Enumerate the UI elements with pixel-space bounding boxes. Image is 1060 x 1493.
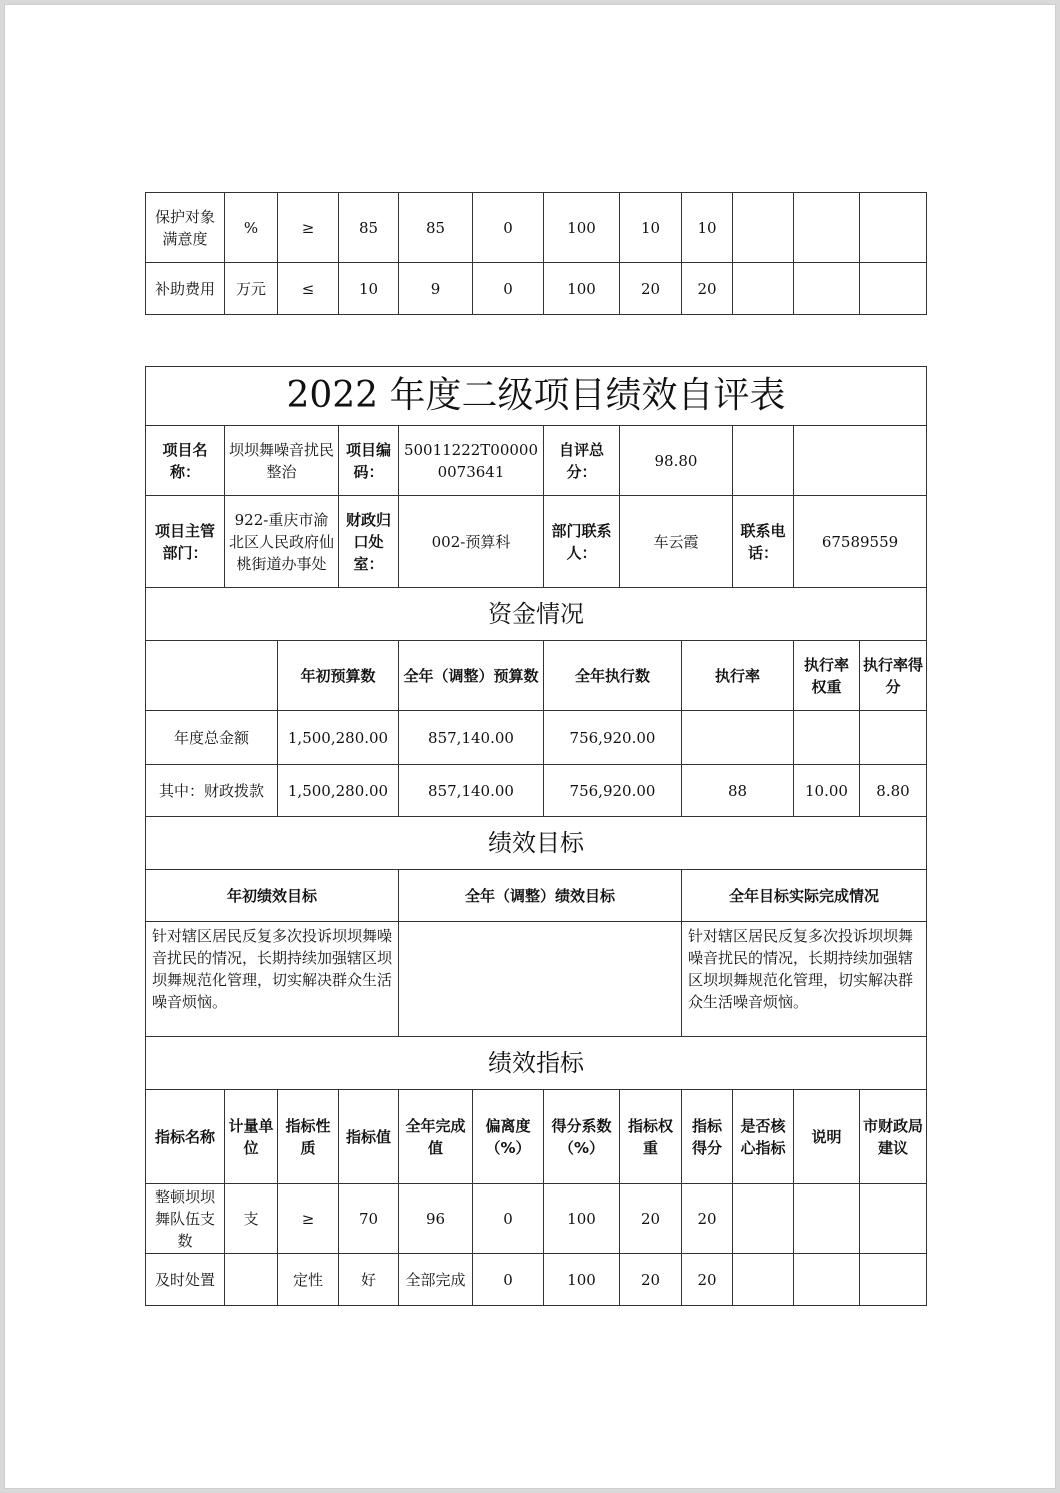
indicator-deviation-header: 偏离度（%） bbox=[473, 1090, 544, 1184]
funds-initial: 1,500,280.00 bbox=[278, 711, 399, 765]
indicator-deviation: 0 bbox=[473, 1184, 544, 1254]
form-title: 2022 年度二级项目绩效自评表 bbox=[146, 367, 927, 426]
goals-section-title: 绩效目标 bbox=[146, 817, 927, 870]
indicator-score: 20 bbox=[682, 263, 733, 315]
project-info-row bbox=[146, 426, 927, 496]
indicator-weight: 10 bbox=[620, 193, 682, 263]
indicator-score-header: 指标得分 bbox=[682, 1090, 733, 1184]
executed-header: 全年执行数 bbox=[544, 641, 682, 711]
indicator-deviation: 0 bbox=[473, 193, 544, 263]
phone-value: 67589559 bbox=[794, 496, 927, 588]
indicator-name: 补助费用 bbox=[146, 263, 225, 315]
indicator-core bbox=[733, 1184, 794, 1254]
indicator-advice-header: 市财政局建议 bbox=[860, 1090, 927, 1184]
empty-cell bbox=[733, 426, 794, 496]
indicator-coef: 100 bbox=[544, 193, 620, 263]
table-row bbox=[146, 263, 927, 315]
indicator-deviation: 0 bbox=[473, 1254, 544, 1306]
funds-header-row bbox=[146, 641, 927, 711]
indicator-deviation: 0 bbox=[473, 263, 544, 315]
initial-goal-header: 年初绩效目标 bbox=[146, 870, 399, 922]
funds-adjusted: 857,140.00 bbox=[399, 765, 544, 817]
funds-executed: 756,920.00 bbox=[544, 711, 682, 765]
table-row bbox=[146, 711, 927, 765]
indicator-weight: 20 bbox=[620, 1184, 682, 1254]
indicator-actual: 96 bbox=[399, 1184, 473, 1254]
project-code-label: 项目编码： bbox=[339, 426, 399, 496]
initial-budget-header: 年初预算数 bbox=[278, 641, 399, 711]
department-label: 项目主管部门： bbox=[146, 496, 225, 588]
funds-rate-score bbox=[860, 711, 927, 765]
carryover-indicator-table bbox=[145, 192, 927, 315]
goals-content-row bbox=[146, 922, 927, 1037]
adjusted-budget-header: 全年（调整）预算数 bbox=[399, 641, 544, 711]
indicator-unit: 万元 bbox=[225, 263, 278, 315]
funds-rate: 88 bbox=[682, 765, 794, 817]
indicator-note bbox=[794, 193, 860, 263]
adjusted-goal-text bbox=[399, 922, 682, 1037]
indicator-value: 70 bbox=[339, 1184, 399, 1254]
indicator-advice bbox=[860, 263, 927, 315]
section-row bbox=[146, 817, 927, 870]
department-info-row bbox=[146, 496, 927, 588]
indicator-value: 好 bbox=[339, 1254, 399, 1306]
indicator-name-header: 指标名称 bbox=[146, 1090, 225, 1184]
indicator-weight: 20 bbox=[620, 1254, 682, 1306]
title-row bbox=[146, 367, 927, 426]
indicator-score: 20 bbox=[682, 1184, 733, 1254]
indicator-unit bbox=[225, 1254, 278, 1306]
indicator-nature: ≥ bbox=[278, 193, 339, 263]
phone-label: 联系电话： bbox=[733, 496, 794, 588]
indicator-value-header: 指标值 bbox=[339, 1090, 399, 1184]
department-value: 922-重庆市渝北区人民政府仙桃街道办事处 bbox=[225, 496, 339, 588]
self-score-label: 自评总分： bbox=[544, 426, 620, 496]
self-evaluation-form bbox=[145, 366, 927, 1306]
table-row bbox=[146, 1254, 927, 1306]
self-score-value: 98.80 bbox=[620, 426, 733, 496]
indicators-header-row bbox=[146, 1090, 927, 1184]
initial-goal-text: 针对辖区居民反复多次投诉坝坝舞噪音扰民的情况，长期持续加强辖区坝坝舞规范化管理，切实解决群众生活噪音烦恼。 bbox=[146, 922, 399, 1037]
contact-value: 车云霞 bbox=[620, 496, 733, 588]
project-code-value: 50011222T000000073641 bbox=[399, 426, 544, 496]
indicator-score: 10 bbox=[682, 193, 733, 263]
indicator-core bbox=[733, 193, 794, 263]
indicator-advice bbox=[860, 1184, 927, 1254]
project-name-label: 项目名称： bbox=[146, 426, 225, 496]
indicator-value: 85 bbox=[339, 193, 399, 263]
indicator-nature: ≥ bbox=[278, 1184, 339, 1254]
indicator-note bbox=[794, 1184, 860, 1254]
indicator-coef: 100 bbox=[544, 263, 620, 315]
indicator-actual-header: 全年完成值 bbox=[399, 1090, 473, 1184]
indicator-advice bbox=[860, 1254, 927, 1306]
indicator-core bbox=[733, 263, 794, 315]
funds-row-label: 其中：财政拨款 bbox=[146, 765, 278, 817]
section-row bbox=[146, 1037, 927, 1090]
funds-rate bbox=[682, 711, 794, 765]
indicator-note bbox=[794, 263, 860, 315]
rate-score-header: 执行率得分 bbox=[860, 641, 927, 711]
funds-rate-weight bbox=[794, 711, 860, 765]
indicator-nature-header: 指标性质 bbox=[278, 1090, 339, 1184]
indicator-note-header: 说明 bbox=[794, 1090, 860, 1184]
indicator-core-header: 是否核心指标 bbox=[733, 1090, 794, 1184]
completion-text: 针对辖区居民反复多次投诉坝坝舞噪音扰民的情况，长期持续加强辖区坝坝舞规范化管理，切实解决群众生活噪音烦恼。 bbox=[682, 922, 927, 1037]
indicator-unit: 支 bbox=[225, 1184, 278, 1254]
indicator-name: 及时处置 bbox=[146, 1254, 225, 1306]
indicator-advice bbox=[860, 193, 927, 263]
funds-section-title: 资金情况 bbox=[146, 588, 927, 641]
indicator-nature: ≤ bbox=[278, 263, 339, 315]
funds-adjusted: 857,140.00 bbox=[399, 711, 544, 765]
section-row bbox=[146, 588, 927, 641]
indicator-coef: 100 bbox=[544, 1184, 620, 1254]
finance-office-value: 002-预算科 bbox=[399, 496, 544, 588]
indicator-value: 10 bbox=[339, 263, 399, 315]
indicator-actual: 85 bbox=[399, 193, 473, 263]
completion-header: 全年目标实际完成情况 bbox=[682, 870, 927, 922]
empty-cell bbox=[794, 426, 927, 496]
indicator-score: 20 bbox=[682, 1254, 733, 1306]
indicator-name: 整顿坝坝舞队伍支数 bbox=[146, 1184, 225, 1254]
indicator-core bbox=[733, 1254, 794, 1306]
funds-initial: 1,500,280.00 bbox=[278, 765, 399, 817]
finance-office-label: 财政归口处室： bbox=[339, 496, 399, 588]
empty-cell bbox=[146, 641, 278, 711]
indicator-coef-header: 得分系数（%） bbox=[544, 1090, 620, 1184]
funds-executed: 756,920.00 bbox=[544, 765, 682, 817]
indicators-section-title: 绩效指标 bbox=[146, 1037, 927, 1090]
execution-rate-header: 执行率 bbox=[682, 641, 794, 711]
project-name-value: 坝坝舞噪音扰民整治 bbox=[225, 426, 339, 496]
funds-rate-score: 8.80 bbox=[860, 765, 927, 817]
table-row bbox=[146, 193, 927, 263]
table-row bbox=[146, 1184, 927, 1254]
indicator-name: 保护对象满意度 bbox=[146, 193, 225, 263]
indicator-note bbox=[794, 1254, 860, 1306]
indicator-coef: 100 bbox=[544, 1254, 620, 1306]
adjusted-goal-header: 全年（调整）绩效目标 bbox=[399, 870, 682, 922]
funds-rate-weight: 10.00 bbox=[794, 765, 860, 817]
goals-header-row bbox=[146, 870, 927, 922]
rate-weight-header: 执行率权重 bbox=[794, 641, 860, 711]
document-page bbox=[4, 4, 1056, 1489]
indicator-nature: 定性 bbox=[278, 1254, 339, 1306]
table-row bbox=[146, 765, 927, 817]
indicator-actual: 9 bbox=[399, 263, 473, 315]
funds-row-label: 年度总金额 bbox=[146, 711, 278, 765]
indicator-weight: 20 bbox=[620, 263, 682, 315]
indicator-unit-header: 计量单位 bbox=[225, 1090, 278, 1184]
indicator-weight-header: 指标权重 bbox=[620, 1090, 682, 1184]
contact-label: 部门联系人： bbox=[544, 496, 620, 588]
indicator-unit: % bbox=[225, 193, 278, 263]
indicator-actual: 全部完成 bbox=[399, 1254, 473, 1306]
